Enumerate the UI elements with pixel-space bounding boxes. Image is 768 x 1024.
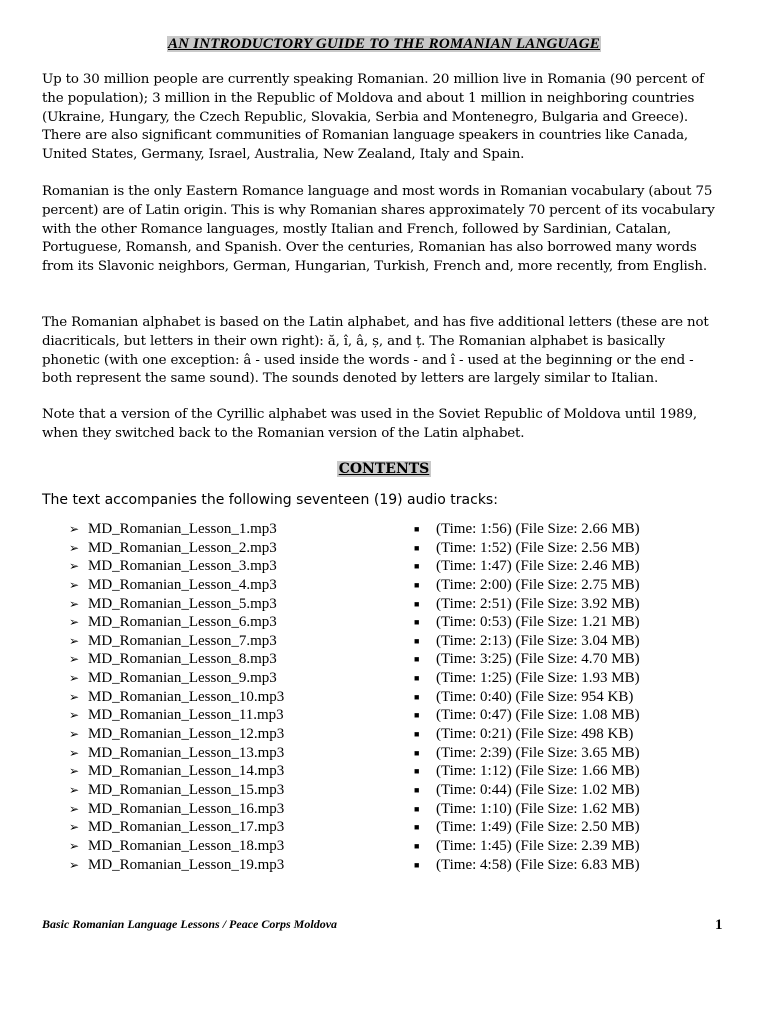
square-bullet-icon: ■ (414, 766, 420, 777)
track-meta: (Time: 1:45) (File Size: 2.39 MB) (436, 837, 640, 854)
track-row (66, 688, 706, 707)
track-meta: (Time: 1:52) (File Size: 2.56 MB) (436, 539, 640, 556)
track-meta: (Time: 0:40) (File Size: 954 KB) (436, 688, 634, 705)
arrow-bullet-icon: ➢ (68, 820, 80, 835)
track-meta: (Time: 2:00) (File Size: 2.75 MB) (436, 576, 640, 593)
track-meta: (Time: 2:51) (File Size: 3.92 MB) (436, 595, 640, 612)
square-bullet-icon: ■ (414, 673, 420, 684)
paragraph-speakers: Up to 30 million people are currently speaking Romanian. 20 million live in Romania (90 percent of the population); 3 million in the Republic of Moldova and about 1 million in neighboring countries (Ukraine, Hungary, the Czech Republic, Slovakia, Serbia and Montenegro, Bulgaria and Greece). There are also significant communities of Romanian language speakers in countries like Canada, United States, Germany, Israel, Australia, New Zealand, Italy and Spain. (42, 72, 704, 163)
track-list (66, 520, 706, 874)
tracks-intro: The text accompanies the following seventeen (19) audio tracks: (42, 492, 498, 508)
track-filename: MD_Romanian_Lesson_16.mp3 (88, 800, 285, 817)
track-filename: MD_Romanian_Lesson_14.mp3 (88, 763, 285, 780)
track-filename: MD_Romanian_Lesson_5.mp3 (88, 595, 277, 612)
square-bullet-icon: ■ (414, 784, 420, 795)
arrow-bullet-icon: ➢ (68, 727, 80, 742)
track-row (66, 837, 706, 856)
square-bullet-icon: ■ (414, 579, 420, 590)
paragraph-cyrillic: Note that a version of the Cyrillic alphabet was used in the Soviet Republic of Moldova until 1989, when they switched back to the Romanian version of the Latin alphabet. (42, 407, 697, 441)
track-row (66, 595, 706, 614)
track-row (66, 613, 706, 632)
arrow-bullet-icon: ➢ (68, 652, 80, 667)
track-meta: (Time: 1:47) (File Size: 2.46 MB) (436, 558, 640, 575)
track-row (66, 520, 706, 539)
track-filename: MD_Romanian_Lesson_3.mp3 (88, 558, 277, 575)
square-bullet-icon: ■ (414, 710, 420, 721)
track-meta: (Time: 1:10) (File Size: 1.62 MB) (436, 800, 640, 817)
arrow-bullet-icon: ➢ (68, 857, 80, 872)
arrow-bullet-icon: ➢ (68, 559, 80, 574)
square-bullet-icon: ■ (414, 691, 420, 702)
track-row (66, 800, 706, 819)
paragraph-alphabet: The Romanian alphabet is based on the Latin alphabet, and has five additional letters (these are not diacriticals, but letters in their own right): ă, î, â, ș, and ț. The Romanian alphabet is basically phonetic (with one exception: â - used inside the words - and î - used at the beginning or the end - both represent the same sound). The sounds denoted by letters are largely similar to Italian. (42, 315, 709, 387)
arrow-bullet-icon: ➢ (68, 745, 80, 760)
arrow-bullet-icon: ➢ (68, 522, 80, 536)
square-bullet-icon: ■ (414, 524, 420, 534)
track-meta: (Time: 0:53) (File Size: 1.21 MB) (436, 614, 640, 631)
track-row (66, 557, 706, 576)
track-meta: (Time: 1:56) (File Size: 2.66 MB) (436, 521, 640, 537)
paragraph-origin: Romanian is the only Eastern Romance language and most words in Romanian vocabulary (about 75 percent) are of Latin origin. This is why Romanian shares approximately 70 percent of its vocabulary with the other Romance languages, mostly Italian and French, followed by Sardinian, Catalan, Portuguese, Romansh, and Spanish. Over the centuries, Romanian has also borrowed many words from its Slavonic neighbors, German, Hungarian, Turkish, French and, more recently, from English. (42, 184, 715, 275)
track-row (66, 818, 706, 837)
arrow-bullet-icon: ➢ (68, 671, 80, 686)
track-row (66, 669, 706, 688)
page-number: 1 (715, 917, 723, 933)
square-bullet-icon: ■ (414, 840, 420, 851)
track-row (66, 856, 706, 875)
track-row (66, 744, 706, 763)
track-row (66, 762, 706, 781)
track-filename: MD_Romanian_Lesson_4.mp3 (88, 576, 277, 593)
arrow-bullet-icon: ➢ (68, 689, 80, 704)
track-filename: MD_Romanian_Lesson_8.mp3 (88, 651, 277, 668)
track-filename: MD_Romanian_Lesson_19.mp3 (88, 856, 285, 873)
arrow-bullet-icon: ➢ (68, 764, 80, 779)
arrow-bullet-icon: ➢ (68, 615, 80, 630)
track-filename: MD_Romanian_Lesson_13.mp3 (88, 744, 285, 761)
document-title: AN INTRODUCTORY GUIDE TO THE ROMANIAN LANGUAGE (167, 36, 601, 52)
contents-heading: CONTENTS (338, 461, 430, 477)
track-meta: (Time: 4:58) (File Size: 6.83 MB) (436, 856, 640, 873)
track-filename: MD_Romanian_Lesson_17.mp3 (88, 819, 285, 836)
arrow-bullet-icon: ➢ (68, 540, 80, 555)
track-filename: MD_Romanian_Lesson_2.mp3 (88, 539, 277, 556)
track-meta: (Time: 1:49) (File Size: 2.50 MB) (436, 819, 640, 836)
track-filename: MD_Romanian_Lesson_18.mp3 (88, 837, 285, 854)
track-row (66, 725, 706, 744)
track-meta: (Time: 1:25) (File Size: 1.93 MB) (436, 670, 640, 687)
track-meta: (Time: 2:13) (File Size: 3.04 MB) (436, 632, 640, 649)
square-bullet-icon: ■ (414, 859, 420, 870)
track-filename: MD_Romanian_Lesson_15.mp3 (88, 781, 285, 798)
square-bullet-icon: ■ (414, 542, 420, 553)
square-bullet-icon: ■ (414, 617, 420, 628)
track-meta: (Time: 1:12) (File Size: 1.66 MB) (436, 763, 640, 780)
square-bullet-icon: ■ (414, 803, 420, 814)
track-row (66, 632, 706, 651)
square-bullet-icon: ■ (414, 747, 420, 758)
track-filename: MD_Romanian_Lesson_10.mp3 (88, 688, 285, 705)
arrow-bullet-icon: ➢ (68, 596, 80, 611)
track-row (66, 576, 706, 595)
track-row (66, 539, 706, 558)
track-filename: MD_Romanian_Lesson_11.mp3 (88, 707, 284, 724)
track-meta: (Time: 2:39) (File Size: 3.65 MB) (436, 744, 640, 761)
square-bullet-icon: ■ (414, 635, 420, 646)
square-bullet-icon: ■ (414, 729, 420, 740)
track-row (66, 781, 706, 800)
track-row (66, 706, 706, 725)
track-filename: MD_Romanian_Lesson_6.mp3 (88, 614, 277, 631)
track-filename: MD_Romanian_Lesson_7.mp3 (88, 632, 277, 649)
arrow-bullet-icon: ➢ (68, 633, 80, 648)
track-meta: (Time: 3:25) (File Size: 4.70 MB) (436, 651, 640, 668)
track-meta: (Time: 0:47) (File Size: 1.08 MB) (436, 707, 640, 724)
arrow-bullet-icon: ➢ (68, 708, 80, 723)
square-bullet-icon: ■ (414, 598, 420, 609)
square-bullet-icon: ■ (414, 822, 420, 833)
arrow-bullet-icon: ➢ (68, 801, 80, 816)
track-meta: (Time: 0:44) (File Size: 1.02 MB) (436, 781, 640, 798)
track-meta: (Time: 0:21) (File Size: 498 KB) (436, 726, 634, 743)
track-filename: MD_Romanian_Lesson_12.mp3 (88, 726, 285, 743)
track-row (66, 650, 706, 669)
arrow-bullet-icon: ➢ (68, 577, 80, 592)
arrow-bullet-icon: ➢ (68, 782, 80, 797)
square-bullet-icon: ■ (414, 561, 420, 572)
track-filename: MD_Romanian_Lesson_9.mp3 (88, 670, 277, 687)
track-filename: MD_Romanian_Lesson_1.mp3 (88, 521, 277, 537)
page-footer: Basic Romanian Language Lessons / Peace Corps Moldova (42, 917, 338, 931)
square-bullet-icon: ■ (414, 654, 420, 665)
arrow-bullet-icon: ➢ (68, 838, 80, 853)
